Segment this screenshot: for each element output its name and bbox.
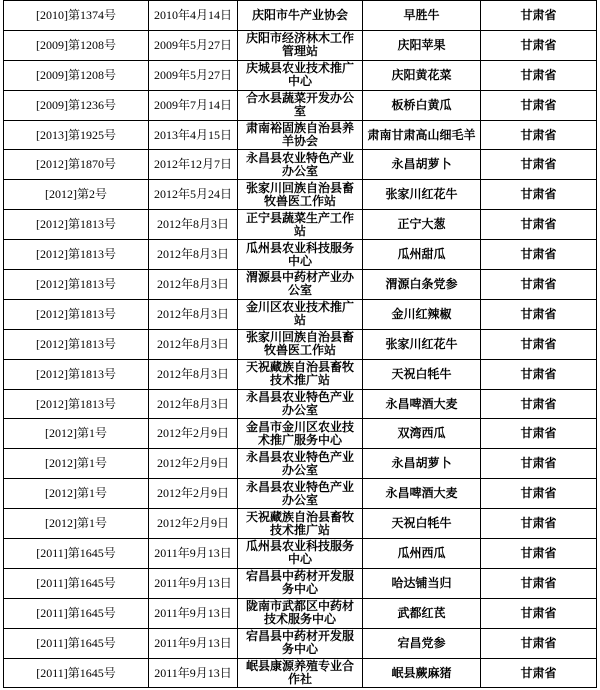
table-row xyxy=(4,479,597,509)
table-row xyxy=(4,598,597,628)
date-cell: 2009年7月14日 xyxy=(149,90,238,120)
date-cell: 2012年2月9日 xyxy=(149,449,238,479)
announcement-number-cell: [2011]第1645号 xyxy=(4,568,149,598)
product-cell: 张家川红花牛 xyxy=(363,180,481,210)
table-row xyxy=(4,359,597,389)
applicant-cell: 金昌市金川区农业技术推广服务中心 xyxy=(238,419,363,449)
product-cell: 正宁大葱 xyxy=(363,210,481,240)
product-cell: 哈达铺当归 xyxy=(363,568,481,598)
announcement-number-cell: [2012]第1号 xyxy=(4,419,149,449)
product-cell: 庆阳黄花菜 xyxy=(363,60,481,90)
announcement-number-cell: [2011]第1645号 xyxy=(4,598,149,628)
announcement-number-cell: [2012]第1813号 xyxy=(4,240,149,270)
applicant-cell: 宕昌县中药材开发服务中心 xyxy=(238,628,363,658)
product-cell: 永昌啤酒大麦 xyxy=(363,479,481,509)
date-cell: 2011年9月13日 xyxy=(149,628,238,658)
date-cell: 2009年5月27日 xyxy=(149,30,238,60)
announcement-number-cell: [2012]第2号 xyxy=(4,180,149,210)
applicant-cell: 张家川回族自治县畜牧兽医工作站 xyxy=(238,180,363,210)
date-cell: 2011年9月13日 xyxy=(149,568,238,598)
applicant-cell: 金川区农业技术推广站 xyxy=(238,299,363,329)
product-cell: 张家川红花牛 xyxy=(363,329,481,359)
table-row xyxy=(4,628,597,658)
announcement-number-cell: [2012]第1813号 xyxy=(4,359,149,389)
applicant-cell: 永昌县农业特色产业办公室 xyxy=(238,389,363,419)
product-cell: 双湾西瓜 xyxy=(363,419,481,449)
product-cell: 肃南甘肃高山细毛羊 xyxy=(363,120,481,150)
province-cell: 甘肃省 xyxy=(481,509,597,539)
province-cell: 甘肃省 xyxy=(481,628,597,658)
product-cell: 永昌胡萝卜 xyxy=(363,150,481,180)
applicant-cell: 宕昌县中药材开发服务中心 xyxy=(238,568,363,598)
date-cell: 2012年12月7日 xyxy=(149,150,238,180)
table-row xyxy=(4,389,597,419)
date-cell: 2012年8月3日 xyxy=(149,299,238,329)
applicant-cell: 肃南裕固族自治县养羊协会 xyxy=(238,120,363,150)
province-cell: 甘肃省 xyxy=(481,210,597,240)
table-row xyxy=(4,658,597,688)
announcement-number-cell: [2011]第1645号 xyxy=(4,539,149,569)
product-cell: 板桥白黄瓜 xyxy=(363,90,481,120)
announcement-number-cell: [2013]第1925号 xyxy=(4,120,149,150)
date-cell: 2012年8月3日 xyxy=(149,210,238,240)
product-cell: 永昌啤酒大麦 xyxy=(363,389,481,419)
province-cell: 甘肃省 xyxy=(481,60,597,90)
announcement-number-cell: [2012]第1813号 xyxy=(4,299,149,329)
date-cell: 2012年5月24日 xyxy=(149,180,238,210)
table-row xyxy=(4,90,597,120)
province-cell: 甘肃省 xyxy=(481,539,597,569)
announcement-number-cell: [2012]第1813号 xyxy=(4,329,149,359)
date-cell: 2012年8月3日 xyxy=(149,329,238,359)
province-cell: 甘肃省 xyxy=(481,240,597,270)
announcement-number-cell: [2011]第1645号 xyxy=(4,628,149,658)
product-cell: 武都红芪 xyxy=(363,598,481,628)
applicant-cell: 瓜州县农业科技服务中心 xyxy=(238,240,363,270)
province-cell: 甘肃省 xyxy=(481,449,597,479)
table-row xyxy=(4,539,597,569)
announcement-number-cell: [2012]第1号 xyxy=(4,509,149,539)
date-cell: 2012年8月3日 xyxy=(149,359,238,389)
applicant-cell: 庆城县农业技术推广中心 xyxy=(238,60,363,90)
applicant-cell: 永昌县农业特色产业办公室 xyxy=(238,150,363,180)
date-cell: 2010年4月14日 xyxy=(149,1,238,31)
product-cell: 早胜牛 xyxy=(363,1,481,31)
province-cell: 甘肃省 xyxy=(481,1,597,31)
table-row xyxy=(4,329,597,359)
announcement-number-cell: [2011]第1645号 xyxy=(4,658,149,688)
table-row xyxy=(4,1,597,31)
product-cell: 天祝白牦牛 xyxy=(363,509,481,539)
table-row xyxy=(4,60,597,90)
date-cell: 2009年5月27日 xyxy=(149,60,238,90)
date-cell: 2012年8月3日 xyxy=(149,270,238,300)
announcement-number-cell: [2010]第1374号 xyxy=(4,1,149,31)
table-row xyxy=(4,270,597,300)
date-cell: 2011年9月13日 xyxy=(149,658,238,688)
table-row xyxy=(4,419,597,449)
province-cell: 甘肃省 xyxy=(481,329,597,359)
table-row xyxy=(4,240,597,270)
applicant-cell: 合水县蔬菜开发办公室 xyxy=(238,90,363,120)
date-cell: 2012年2月9日 xyxy=(149,479,238,509)
applicant-cell: 永昌县农业特色产业办公室 xyxy=(238,479,363,509)
product-cell: 天祝白牦牛 xyxy=(363,359,481,389)
applicant-cell: 正宁县蔬菜生产工作站 xyxy=(238,210,363,240)
applicant-cell: 张家川回族自治县畜牧兽医工作站 xyxy=(238,329,363,359)
product-cell: 永昌胡萝卜 xyxy=(363,449,481,479)
table-row xyxy=(4,150,597,180)
product-cell: 渭源白条党参 xyxy=(363,270,481,300)
date-cell: 2011年9月13日 xyxy=(149,539,238,569)
applicant-cell: 庆阳市经济林木工作管理站 xyxy=(238,30,363,60)
province-cell: 甘肃省 xyxy=(481,419,597,449)
announcement-number-cell: [2012]第1号 xyxy=(4,449,149,479)
announcement-number-cell: [2012]第1号 xyxy=(4,479,149,509)
date-cell: 2012年8月3日 xyxy=(149,389,238,419)
product-cell: 宕昌党参 xyxy=(363,628,481,658)
date-cell: 2012年8月3日 xyxy=(149,240,238,270)
applicant-cell: 瓜州县农业科技服务中心 xyxy=(238,539,363,569)
applicant-cell: 庆阳市牛产业协会 xyxy=(238,1,363,31)
province-cell: 甘肃省 xyxy=(481,658,597,688)
table-row xyxy=(4,30,597,60)
table-row xyxy=(4,180,597,210)
province-cell: 甘肃省 xyxy=(481,479,597,509)
province-cell: 甘肃省 xyxy=(481,359,597,389)
applicant-cell: 渭源县中药材产业办公室 xyxy=(238,270,363,300)
applicant-cell: 岷县康源养殖专业合作社 xyxy=(238,658,363,688)
province-cell: 甘肃省 xyxy=(481,90,597,120)
announcement-number-cell: [2012]第1813号 xyxy=(4,210,149,240)
product-cell: 瓜州甜瓜 xyxy=(363,240,481,270)
province-cell: 甘肃省 xyxy=(481,568,597,598)
table-row xyxy=(4,509,597,539)
province-cell: 甘肃省 xyxy=(481,180,597,210)
announcement-number-cell: [2009]第1208号 xyxy=(4,30,149,60)
province-cell: 甘肃省 xyxy=(481,120,597,150)
province-cell: 甘肃省 xyxy=(481,389,597,419)
announcement-number-cell: [2009]第1208号 xyxy=(4,60,149,90)
province-cell: 甘肃省 xyxy=(481,30,597,60)
province-cell: 甘肃省 xyxy=(481,150,597,180)
product-cell: 岷县蕨麻猪 xyxy=(363,658,481,688)
date-cell: 2011年9月13日 xyxy=(149,598,238,628)
product-cell: 庆阳苹果 xyxy=(363,30,481,60)
announcement-number-cell: [2012]第1813号 xyxy=(4,270,149,300)
table-row xyxy=(4,568,597,598)
province-cell: 甘肃省 xyxy=(481,270,597,300)
table-row xyxy=(4,299,597,329)
applicant-cell: 天祝藏族自治县畜牧技术推广站 xyxy=(238,509,363,539)
date-cell: 2012年2月9日 xyxy=(149,509,238,539)
product-cell: 瓜州西瓜 xyxy=(363,539,481,569)
table-row xyxy=(4,120,597,150)
date-cell: 2012年2月9日 xyxy=(149,419,238,449)
table-row xyxy=(4,449,597,479)
announcement-number-cell: [2009]第1236号 xyxy=(4,90,149,120)
table-row xyxy=(4,210,597,240)
announcement-number-cell: [2012]第1870号 xyxy=(4,150,149,180)
province-cell: 甘肃省 xyxy=(481,299,597,329)
applicant-cell: 陇南市武都区中药材技术服务中心 xyxy=(238,598,363,628)
applicant-cell: 永昌县农业特色产业办公室 xyxy=(238,449,363,479)
applicant-cell: 天祝藏族自治县畜牧技术推广站 xyxy=(238,359,363,389)
date-cell: 2013年4月15日 xyxy=(149,120,238,150)
product-cell: 金川红辣椒 xyxy=(363,299,481,329)
registration-table xyxy=(3,0,597,688)
announcement-number-cell: [2012]第1813号 xyxy=(4,389,149,419)
province-cell: 甘肃省 xyxy=(481,598,597,628)
table-body xyxy=(4,1,597,688)
